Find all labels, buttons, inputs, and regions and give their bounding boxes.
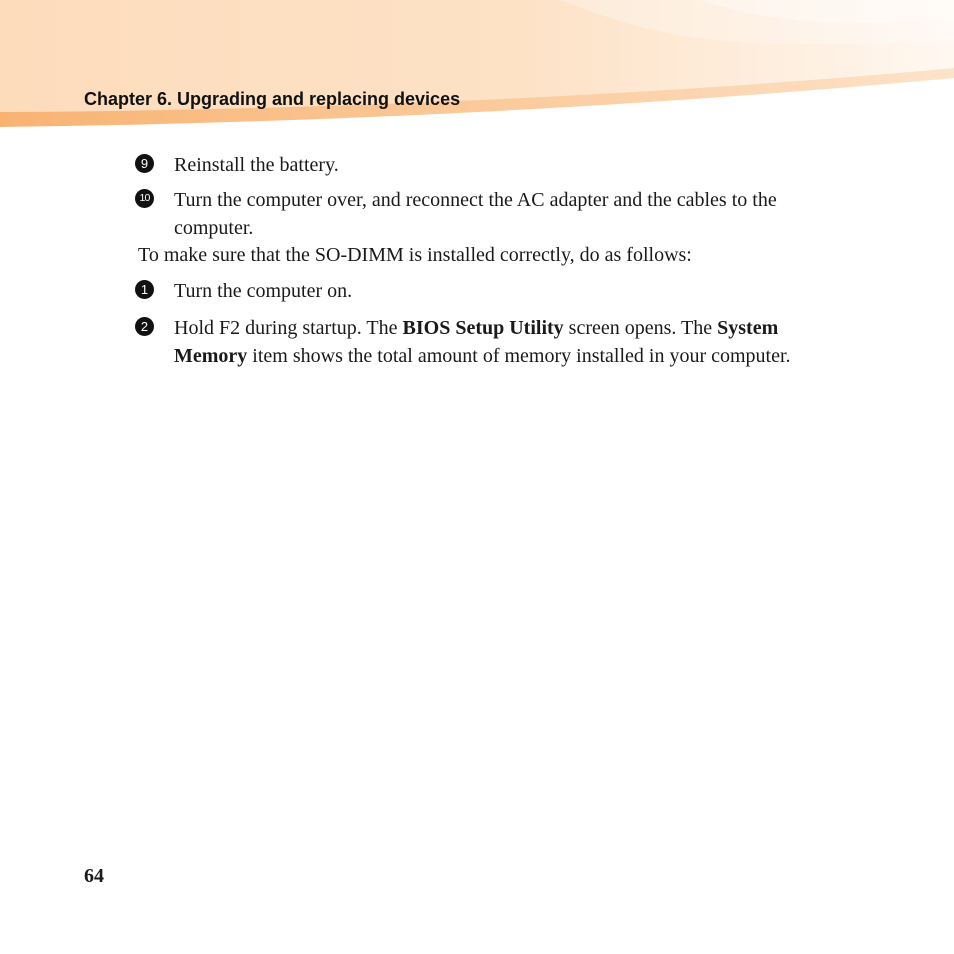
step-number-badge: 10 [135, 189, 154, 208]
step-number-badge: 1 [135, 280, 154, 299]
step-text: Turn the computer on. [174, 280, 353, 302]
step-text: Turn the computer over, and reconnect the AC adapter and the cables to the computer. [174, 189, 777, 239]
bios-setup-utility-term: BIOS Setup Utility [402, 317, 564, 339]
intro-paragraph: To make sure that the SO-DIMM is installed correctly, do as follows: [138, 244, 692, 266]
chapter-title: Chapter 6. Upgrading and replacing devices [84, 89, 461, 109]
step-text [174, 314, 834, 370]
step-text-segment: screen opens. The [563, 317, 718, 339]
page-number: 64 [84, 865, 104, 887]
header-decorative-band [0, 0, 954, 132]
step-text-segment: item shows the total amount of memory installed in your computer. [247, 345, 791, 367]
step-text: Reinstall the battery. [174, 154, 339, 176]
system-memory-term: System Memory [174, 317, 779, 367]
step-number-badge: 9 [135, 154, 154, 173]
step-number-badge: 2 [135, 317, 154, 336]
step-text-segment: Hold F2 during startup. The [174, 317, 403, 339]
